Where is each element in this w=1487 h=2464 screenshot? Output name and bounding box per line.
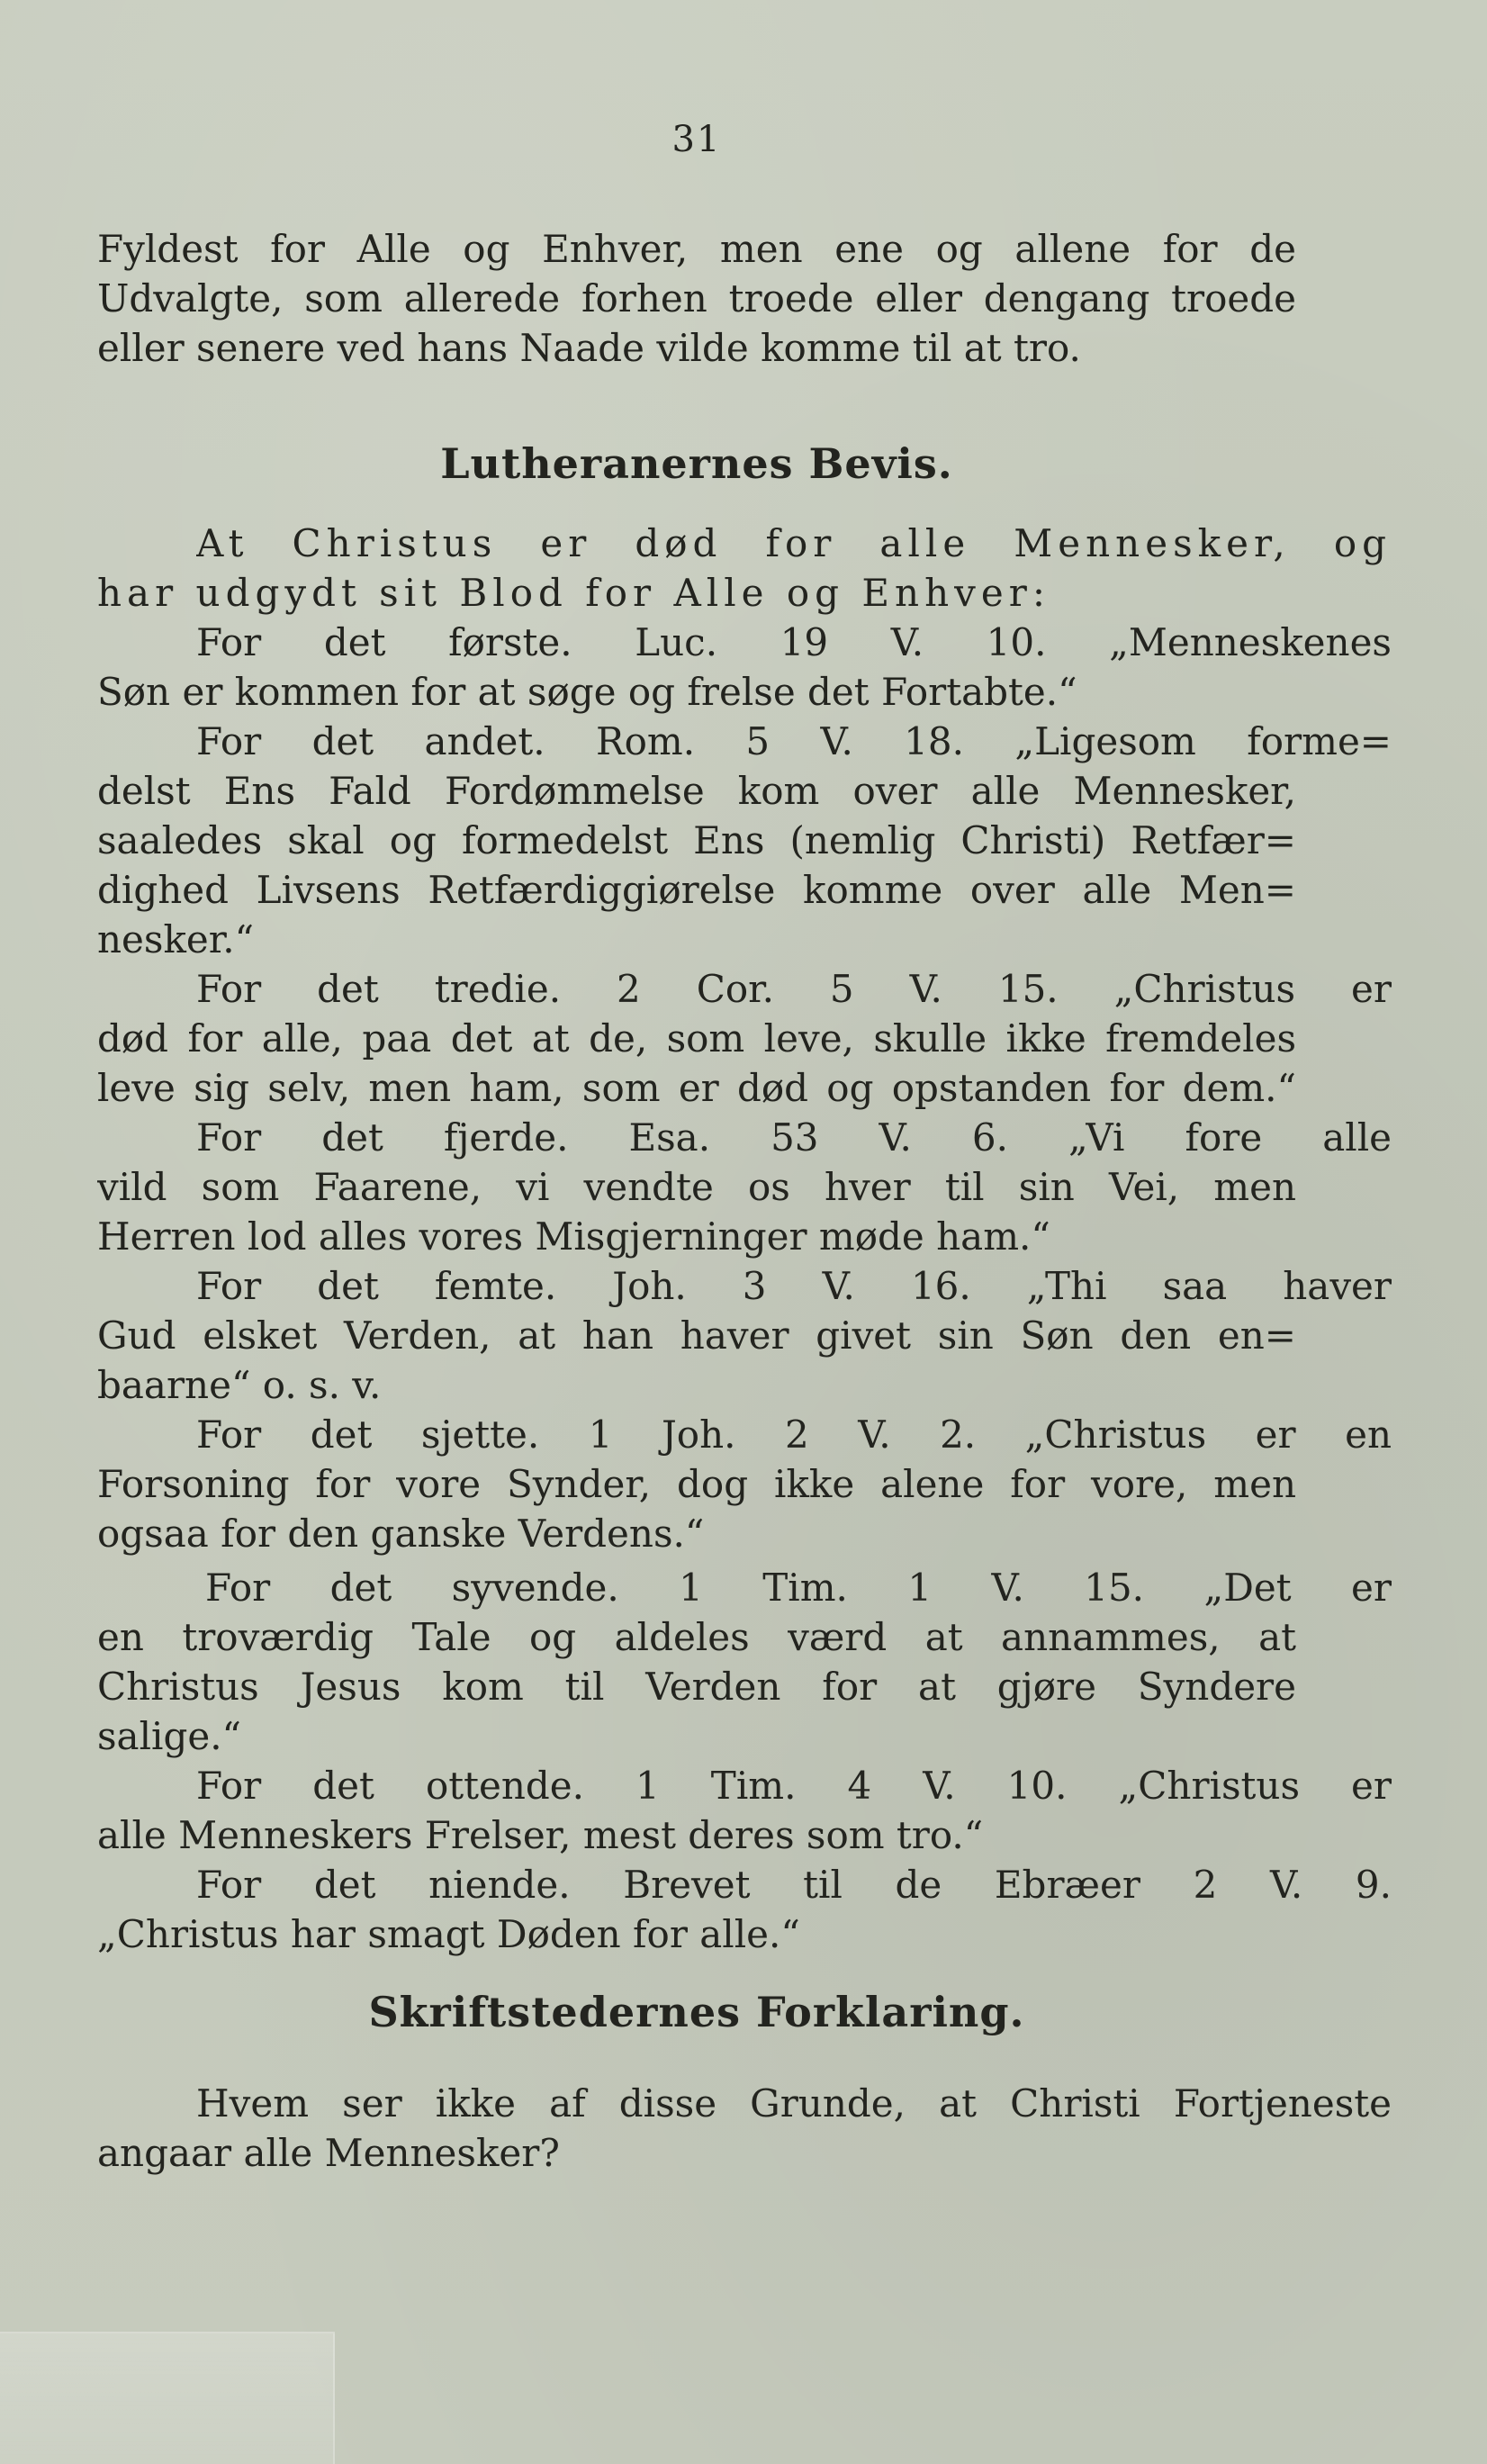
text-line: alle Menneskers Frelser, mest deres som tro.“ [97,1813,984,1857]
text-line: delst Ens Fald Fordømmelse kom over alle Mennesker, [97,769,1296,813]
text-line: Søn er kommen for at søge og frelse det Fortabte.“ [97,670,1077,714]
text-line: At Christus er død for alle Mennesker, og [196,521,1392,565]
text-line: Gud elsket Verden, at han haver givet sin Søn den en= [97,1313,1296,1358]
text-line: Fyldest for Alle og Enhver, men ene og allene for de [97,227,1296,271]
text-line: For det syvende. 1 Tim. 1 V. 15. „Det er [205,1566,1392,1610]
page-number: 31 [671,119,722,160]
text-line: For det femte. Joh. 3 V. 16. „Thi saa haver [196,1264,1392,1308]
text-line: en troværdig Tale og aldeles værd at annammes, at [97,1615,1296,1659]
text-line: For det tredie. 2 Cor. 5 V. 15. „Christus er [196,967,1392,1011]
text-line: leve sig selv, men ham, som er død og opstanden for dem.“ [97,1066,1296,1110]
text-line: For det fjerde. Esa. 53 V. 6. „Vi fore alle [196,1115,1392,1160]
text-line: Herren lod alles vores Misgjerninger møde ham.“ [97,1214,1050,1259]
text-line: For det andet. Rom. 5 V. 18. „Ligesom forme= [196,719,1392,763]
section-heading-skriftstedernes-forklaring: Skriftstedernes Forklaring. [368,1988,1025,2036]
text-line: baarne“ o. s. v. [97,1363,382,1407]
text-line: ogsaa for den ganske Verdens.“ [97,1512,705,1556]
text-line: Christus Jesus kom til Verden for at gjøre Syndere [97,1665,1296,1709]
text-line: dighed Livsens Retfærdiggiørelse komme over alle Men= [97,868,1296,912]
text-line: har udgydt sit Blod for Alle og Enhver: [97,571,1050,615]
text-line: saaledes skal og formedelst Ens (nemlig Christi) Retfær= [97,818,1296,862]
text-line: Forsoning for vore Synder, dog ikke alene for vore, men [97,1462,1296,1506]
text-line: eller senere ved hans Naade vilde komme til at tro. [97,326,1081,370]
text-line: vild som Faarene, vi vendte os hver til sin Vei, men [97,1165,1296,1209]
text-line: nesker.“ [97,917,255,961]
text-line: Udvalgte, som allerede forhen troede eller dengang troede [97,276,1296,320]
text-line: „Christus har smagt Døden for alle.“ [97,1912,800,1956]
text-line: For det første. Luc. 19 V. 10. „Menneskenes [196,620,1392,664]
text-line: For det sjette. 1 Joh. 2 V. 2. „Christus er en [196,1413,1392,1457]
text-line: angaar alle Mennesker? [97,2131,560,2175]
text-line: For det ottende. 1 Tim. 4 V. 10. „Christus er [196,1764,1392,1808]
section-heading-lutheranernes-bevis: Lutheranernes Bevis. [440,439,953,488]
page-corner-shadow [0,2332,335,2464]
text-line: For det niende. Brevet til de Ebræer 2 V. 9. [196,1863,1392,1907]
text-line: Hvem ser ikke af disse Grunde, at Christi Fortjeneste [196,2081,1392,2126]
text-line: salige.“ [97,1714,242,1758]
text-line: død for alle, paa det at de, som leve, skulle ikke fremdeles [97,1016,1296,1061]
